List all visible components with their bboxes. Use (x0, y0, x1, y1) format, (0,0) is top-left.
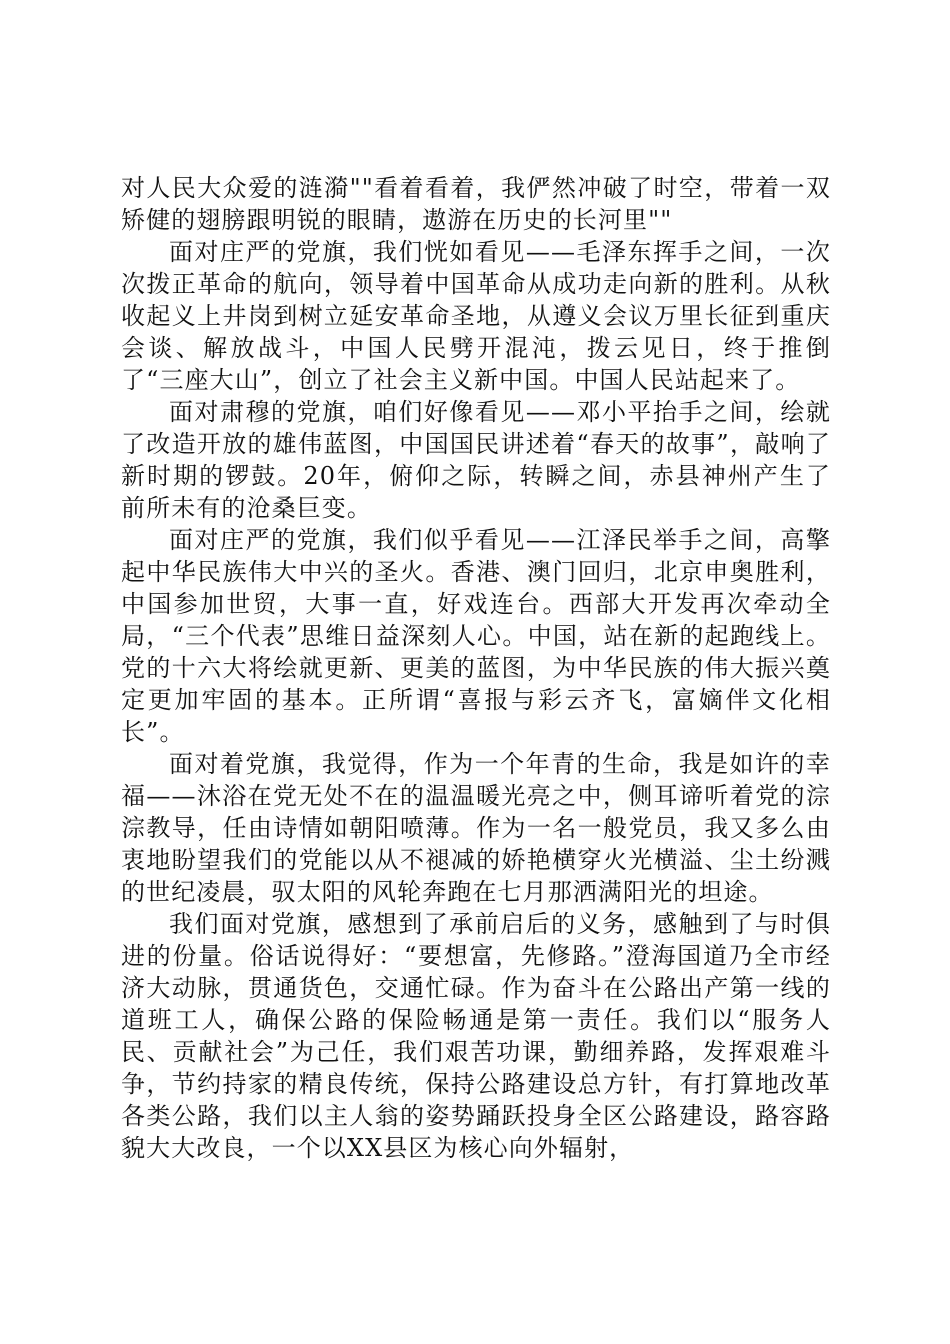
paragraph-3: 面对肃穆的党旗，咱们好像看见——邓小平抬手之间，绘就了改造开放的雄伟蓝图，中国国民讲述着“春天的故事”，敲响了新时期的锣鼓。20年，俯仰之际，转瞬之间，赤县神州产生了前所未有的沧桑巨变。 (121, 398, 831, 522)
paragraph-6: 我们面对党旗，感想到了承前启后的义务，感触到了与时俱进的份量。俗话说得好：“要想富，先修路。”澄海国道乃全市经济大动脉，贯通货色，交通忙碌。作为奋斗在公路出产第一线的道班工人，确保公路的保险畅通是第一责任。我们以“服务人民、贡献社会”为己任，我们艰苦功课，勤细养路，发挥艰难斗争，节约持家的精良传统，保持公路建设总方针，有打算地改革各类公路，我们以主人翁的姿势踊跃投身全区公路建设，路容路貌大大改良，一个以XX县区为核心向外辐射， (121, 910, 831, 1162)
paragraph-1: 对人民大众爱的涟漪""看着看着，我俨然冲破了时空，带着一双矫健的翅膀跟明锐的眼睛，遨游在历史的长河里"" (121, 174, 831, 234)
paragraph-2: 面对庄严的党旗，我们恍如看见——毛泽东挥手之间，一次次拨正革命的航向，领导着中国革命从成功走向新的胜利。从秋收起义上井岗到树立延安革命圣地，从遵义会议万里长征到重庆会谈、解放战斗，中国人民劈开混沌，拨云见日，终于推倒了“三座大山”，创立了社会主义新中国。中国人民站起来了。 (121, 238, 831, 394)
document-body (121, 172, 831, 1164)
paragraph-4: 面对庄严的党旗，我们似乎看见——江泽民举手之间，高擎起中华民族伟大中兴的圣火。香港、澳门回归，北京申奥胜利，中国参加世贸，大事一直，好戏连台。西部大开发再次牵动全局，“三个代表”思维日益深刻人心。中国，站在新的起跑线上。党的十六大将绘就更新、更美的蓝图，为中华民族的伟大振兴奠定更加牢固的基本。正所谓“喜报与彩云齐飞，富嫡伴文化相长”。 (121, 526, 831, 746)
paragraph-5: 面对着党旗，我觉得，作为一个年青的生命，我是如许的幸福——沐浴在党无处不在的温温暖光亮之中，侧耳谛听着党的淙淙教导，任由诗情如朝阳喷薄。作为一名一般党员，我又多么由衷地盼望我们的党能以从不褪减的娇艳横穿火光横溢、尘土纷溅的世纪凌晨，驭太阳的风轮奔跑在七月那洒满阳光的坦途。 (121, 750, 831, 906)
